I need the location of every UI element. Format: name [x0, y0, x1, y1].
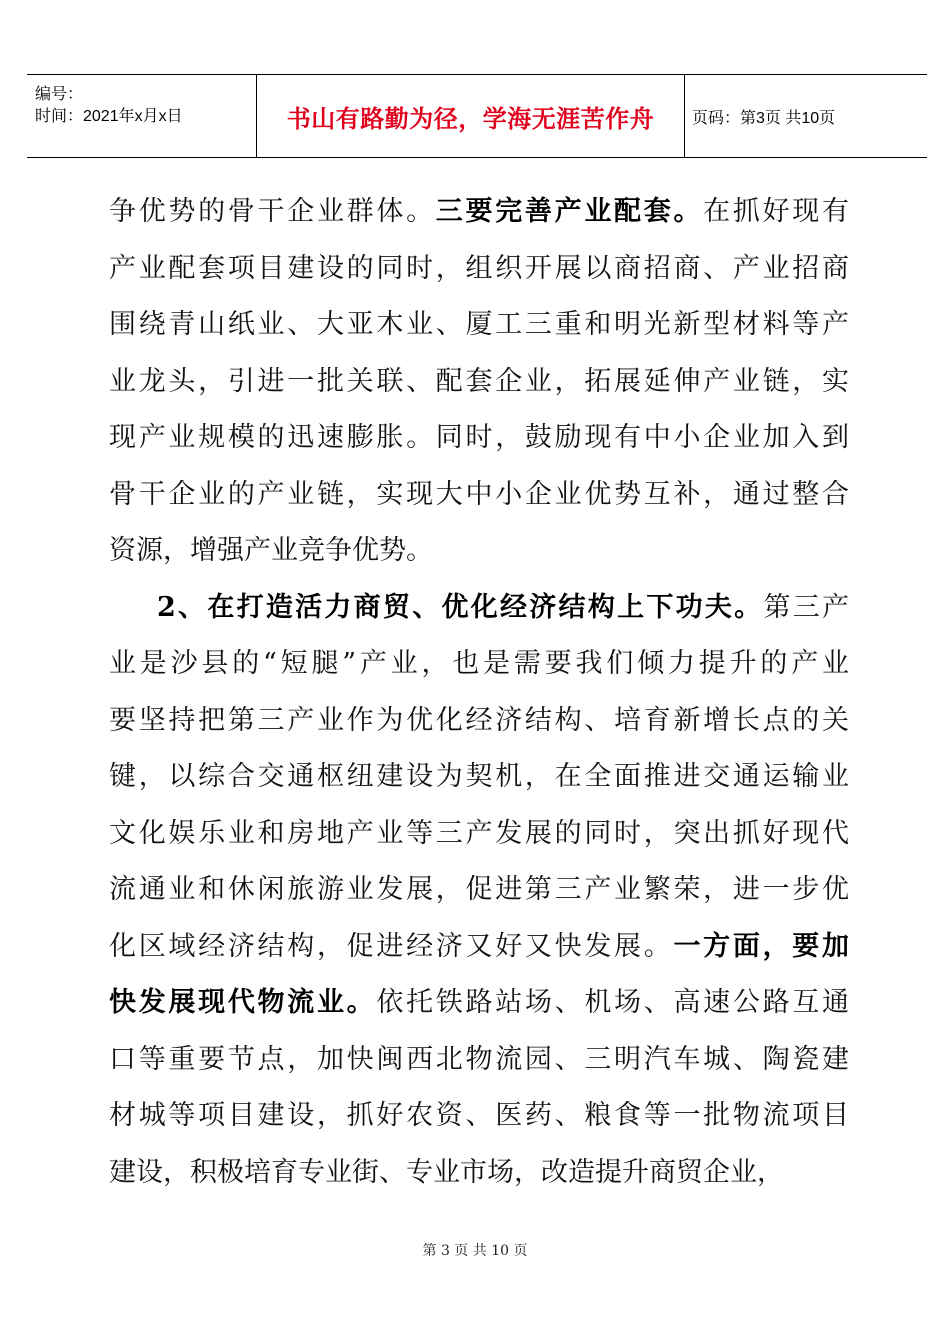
- text-segment: 争优势的骨干企业群体。: [109, 196, 436, 227]
- text-segment: 产业配套项目建设的同时，组织开展以商招商、产业招商: [109, 252, 849, 284]
- body-text-line: [109, 580, 849, 637]
- body-text-line: [109, 806, 849, 863]
- body-text-line: [109, 749, 849, 806]
- body-text-line: [109, 523, 849, 580]
- body-text-line: [109, 862, 849, 919]
- body-text-line: [109, 919, 849, 976]
- text-segment: 围绕青山纸业、大亚木业、厦工三重和明光新型材料等产: [109, 309, 849, 340]
- text-segment: 口等重要节点，加快闽西北物流园、三明汽车城、陶瓷建: [109, 1043, 849, 1075]
- body-text-line: [109, 1032, 849, 1089]
- text-segment: 在抓好现有: [703, 196, 850, 227]
- body-text-line: [109, 467, 849, 524]
- document-number-label: 编号：: [35, 86, 84, 103]
- text-segment: 文化娱乐业和房地产业等三产发展的同时，突出抓好现代: [109, 817, 849, 849]
- text-segment: 资源，增强产业竞争优势。: [109, 535, 433, 566]
- body-text-line: [109, 241, 849, 298]
- text-segment: 业龙头，引进一批关联、配套企业，拓展延伸产业链，实: [109, 365, 849, 397]
- text-segment: 化区域经济结构，促进经济又好又快发展。: [109, 930, 674, 962]
- body-text-line: [109, 975, 849, 1032]
- text-segment: 流通业和休闲旅游业发展，促进第三产业繁荣，进一步优: [109, 874, 849, 905]
- bold-text-segment: 2、在打造活力商贸、优化经济结构上下功夫。: [157, 591, 764, 623]
- page-header: [27, 74, 927, 158]
- body-text-line: [109, 1088, 849, 1145]
- body-text-line: [109, 1145, 849, 1202]
- text-segment: 键，以综合交通枢纽建设为契机，在全面推进交通运输业: [109, 761, 849, 792]
- header-page-label: 页码：第3页 共10页: [692, 109, 836, 127]
- body-text-line: [109, 410, 849, 467]
- text-segment: 依托铁路站场、机场、高速公路互通: [376, 987, 849, 1018]
- text-segment: 要坚持把第三产业作为优化经济结构、培育新增长点的关: [109, 704, 849, 736]
- body-text-line: [109, 297, 849, 354]
- page-footer: 第 3 页 共 10 页: [422, 1243, 528, 1259]
- body-text-line: [109, 693, 849, 750]
- body-text-line: [109, 184, 849, 241]
- text-segment: 材城等项目建设，抓好农资、医药、粮食等一批物流项目: [109, 1100, 849, 1131]
- bold-text-segment: 快发展现代物流业。: [109, 987, 377, 1018]
- body-text-line: [109, 636, 849, 693]
- document-body: [109, 184, 849, 1201]
- text-segment: 第三产: [763, 591, 849, 623]
- text-segment: 现产业规模的迅速膨胀。同时，鼓励现有中小企业加入到: [109, 422, 849, 453]
- header-motto: 书山有路勤为径，学海无涯苦作舟: [256, 75, 685, 157]
- bold-text-segment: 三要完善产业配套。: [435, 196, 704, 227]
- header-meta: [27, 75, 256, 157]
- text-segment: 建设，积极培育专业街、专业市场，改造提升商贸企业，: [109, 1156, 784, 1188]
- document-time-label: 时间：2021年x月x日: [35, 108, 183, 125]
- text-segment: 骨干企业的产业链，实现大中小企业优势互补，通过整合: [109, 478, 849, 510]
- bold-text-segment: 一方面，要加: [673, 930, 850, 962]
- body-text-line: [109, 354, 849, 411]
- text-segment: 业是沙县的“短腿”产业，也是需要我们倾力提升的产业: [109, 648, 849, 679]
